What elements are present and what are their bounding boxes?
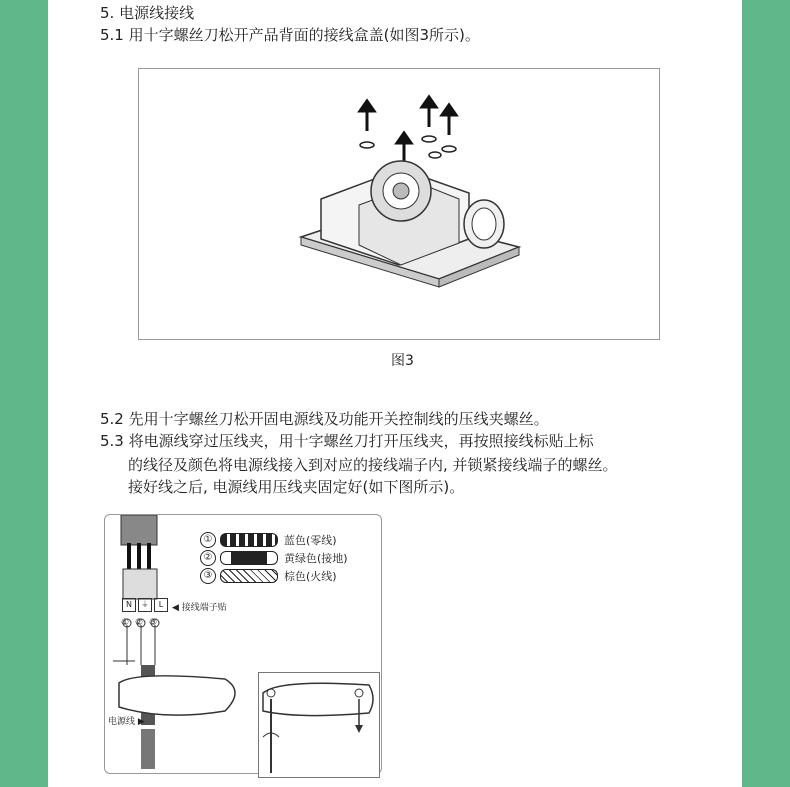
power-cord-label: 电源线 ▶: [108, 717, 145, 727]
terminal-label: ◀ 接线端子贴: [172, 603, 227, 613]
legend-num: ①: [200, 532, 216, 548]
terminal-ground: ⏚: [138, 598, 152, 612]
section-title: 5. 电源线接线: [100, 4, 195, 22]
legend-num: ②: [200, 550, 216, 566]
legend-label: 蓝色(零线): [284, 534, 337, 547]
step-5-3-line3: 接好线之后, 电源线用压线夹固定好(如下图所示)。: [128, 478, 465, 496]
figure3-caption: 图3: [391, 353, 414, 369]
terminal-n: N: [122, 598, 136, 612]
yellow-green-wire-swatch: [220, 551, 278, 565]
legend-item-1: [200, 532, 337, 548]
wire-num-3: ③: [149, 618, 158, 628]
figure3-frame: [138, 68, 660, 340]
brown-wire-swatch: [220, 569, 278, 583]
legend-label: 黄绿色(接地): [284, 552, 348, 565]
step-5-1: 5.1 用十字螺丝刀松开产品背面的接线盒盖(如图3所示)。: [100, 26, 480, 44]
terminal-l: L: [154, 598, 168, 612]
step-5-3-line1: 5.3 将电源线穿过压线夹，用十字螺丝刀打开压线夹，再按照接线标贴上标: [100, 432, 594, 450]
wire-num-1: ①: [121, 618, 130, 628]
legend-item-3: [200, 568, 337, 584]
legend-item-2: [200, 550, 348, 566]
wire-num-2: ②: [135, 618, 144, 628]
blue-wire-swatch: [220, 533, 278, 547]
step-5-3-line2: 的线径及颜色将电源线接入到对应的接线端子内, 并锁紧接线端子的螺丝。: [128, 456, 618, 474]
step-5-2: 5.2 先用十字螺丝刀松开固电源线及功能开关控制线的压线夹螺丝。: [100, 410, 549, 428]
legend-num: ③: [200, 568, 216, 584]
fan-unit-illustration: [139, 69, 659, 339]
clamp-illustration: [259, 673, 379, 777]
clamp-detail-frame: [258, 672, 380, 778]
legend-label: 棕色(火线): [284, 570, 337, 583]
